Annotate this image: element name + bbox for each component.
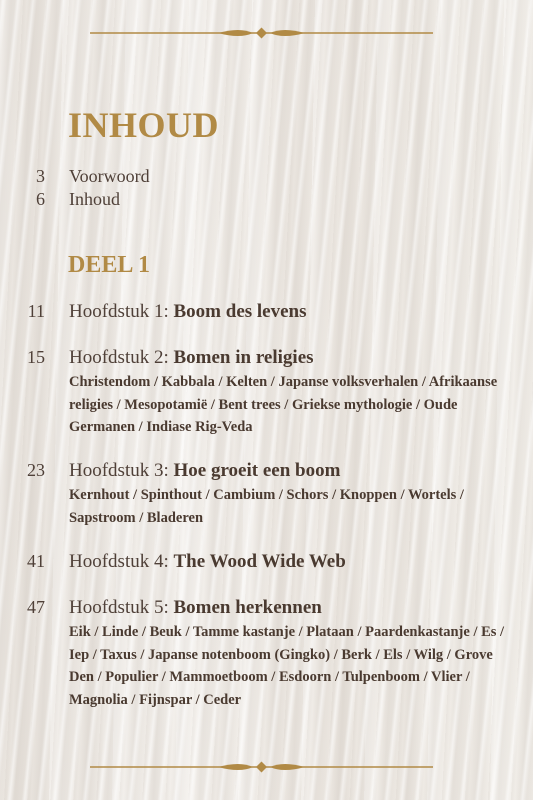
chapter-subtopics: Kernhout / Spinthout / Cambium / Schors / Knoppen / Wortels / Sapstroom / Bladeren: [69, 487, 464, 526]
bottom-ornament-divider: [90, 760, 433, 774]
chapter-heading: [69, 597, 322, 619]
chapter-title: The Wood Wide Web: [173, 551, 346, 572]
page-number: 47: [27, 597, 45, 617]
chapter-heading: [69, 460, 340, 482]
entry-label: Voorwoord: [69, 166, 150, 186]
page-number: 3: [36, 166, 45, 186]
chapter-heading: [69, 347, 314, 369]
chapter-subtopics: Christendom / Kabbala / Kelten / Japanse volksverhalen / Afrikaanse religies / Mesopotamië / Bent trees / Griekse mythologie / Oude Germanen / Indiase Rig-Veda: [69, 374, 498, 435]
chapter-prefix: Hoofdstuk 1:: [69, 301, 174, 322]
chapter-prefix: Hoofdstuk 3:: [69, 460, 174, 481]
chapter-subtopics: Eik / Linde / Beuk / Tamme kastanje / Plataan / Paardenkastanje / Es / Iep / Taxus / Japanse notenboom (Gingko) / Berk / Els / Wilg / Grove Den / Populier / Mammoetboom / Esdoorn / Tulpenboom / Vlier / Magnolia / Fijnspar / Ceder: [69, 624, 505, 708]
chapter-heading: [69, 301, 307, 323]
chapter-prefix: Hoofdstuk 2:: [69, 347, 174, 368]
chapter-title: Bomen in religies: [173, 347, 314, 368]
page-number: 23: [27, 460, 45, 480]
part-heading: DEEL 1: [68, 252, 151, 278]
page-title: INHOUD: [68, 105, 220, 145]
page-number: 41: [27, 551, 45, 571]
top-ornament-divider: [90, 26, 433, 40]
page-number: 11: [27, 301, 45, 321]
chapter-prefix: Hoofdstuk 5:: [69, 597, 174, 618]
chapter-title: Boom des levens: [173, 301, 307, 322]
chapter-prefix: Hoofdstuk 4:: [69, 551, 174, 572]
chapter-heading: [69, 551, 346, 573]
page-number: 15: [27, 347, 45, 367]
chapter-title: Hoe groeit een boom: [173, 460, 341, 481]
chapter-title: Bomen herkennen: [173, 597, 322, 618]
page-number: 6: [36, 189, 45, 209]
entry-label: Inhoud: [69, 189, 120, 209]
